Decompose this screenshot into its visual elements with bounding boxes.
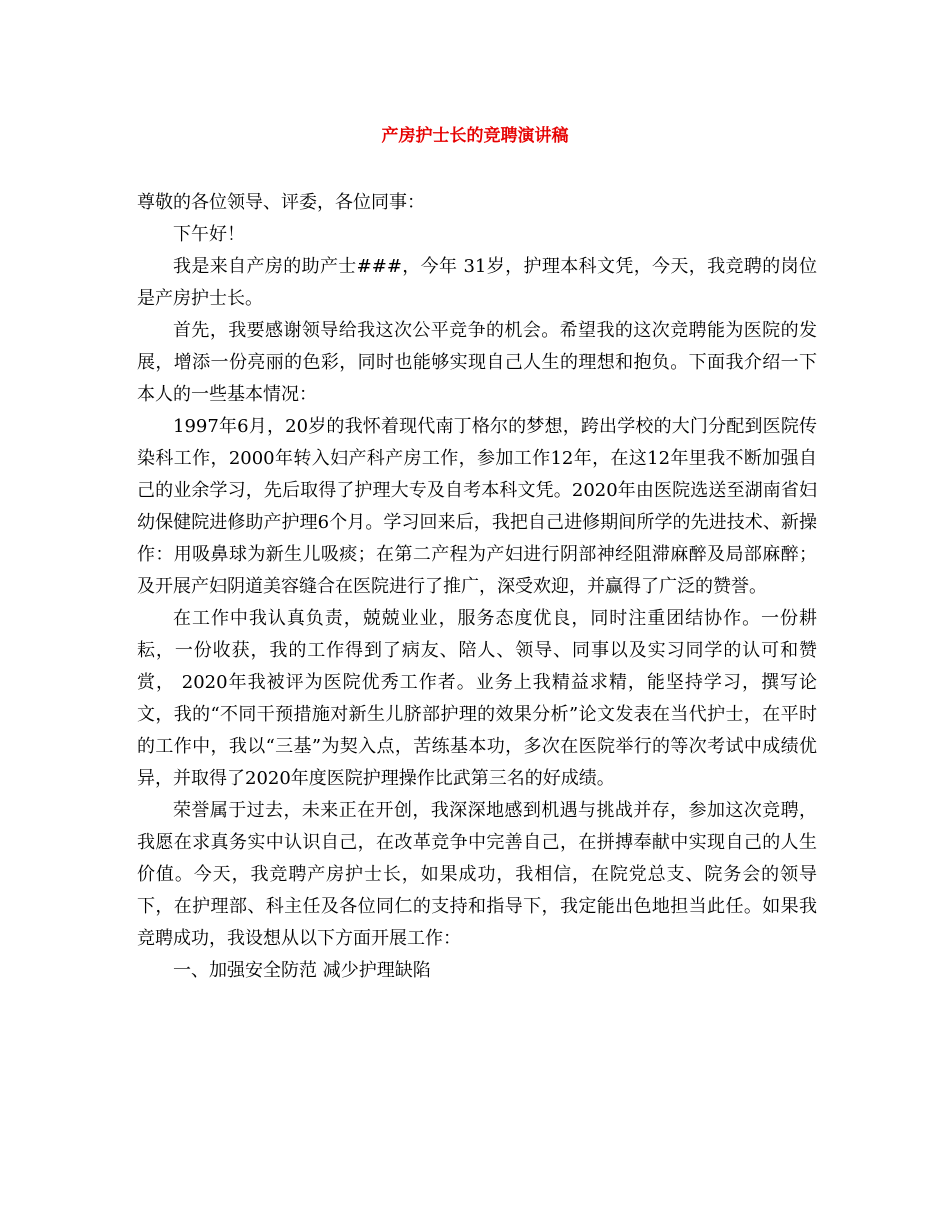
career-history-paragraph: 1997年6月，20岁的我怀着现代南丁格尔的梦想，跨出学校的大门分配到医院传染科工作，2000年转入妇产科产房工作，参加工作12年，在这12年里我不断加强自己的业余学习，先后取得了护理大专及自考本科文凭。2020年由医院选送至湖南省妇幼保健院进修助产护理6个月。学习回来后，我把自己进修期间所学的先进技术、新操作：用吸鼻球为新生儿吸痰；在第二产程为产妇进行阴部神经阻滞麻醉及局部麻醉；及开展产妇阴道美容缝合在医院进行了推广，深受欢迎，并赢得了广泛的赞誉。 xyxy=(137,416,817,597)
self-introduction-paragraph: 我是来自产房的助产士###，今年 31岁，护理本科文凭，今天，我竞聘的岗位是产房护士长。 xyxy=(137,256,817,309)
section-heading-one: 一、加强安全防范 减少护理缺陷 xyxy=(173,960,431,981)
document-body xyxy=(137,187,817,987)
greeting-paragraph: 下午好！ xyxy=(173,224,245,245)
future-vision-paragraph: 荣誉属于过去，未来正在开创，我深深地感到机遇与挑战并存，参加这次竞聘，我愿在求真务实中认识自己，在改革竞争中完善自己，在拼搏奉献中实现自己的人生价值。今天，我竞聘产房护士长，如果成功，我相信，在院党总支、院务会的领导下，在护理部、科主任及各位同仁的支持和指导下，我定能出色地担当此任。如果我竞聘成功，我设想从以下方面开展工作： xyxy=(137,800,817,949)
gratitude-paragraph: 首先，我要感谢领导给我这次公平竞争的机会。希望我的这次竞聘能为医院的发展，增添一份亮丽的色彩，同时也能够实现自己人生的理想和抱负。下面我介绍一下本人的一些基本情况： xyxy=(137,320,817,405)
document-title: 产房护士长的竞聘演讲稿 xyxy=(381,126,569,146)
salutation: 尊敬的各位领导、评委，各位同事： xyxy=(137,192,425,213)
work-achievements-paragraph: 在工作中我认真负责，兢兢业业，服务态度优良，同时注重团结协作。一份耕耘，一份收获，我的工作得到了病友、陪人、领导、同事以及实习同学的认可和赞赏， 2020年我被评为医院优秀工作者。业务上我精益求精，能坚持学习，撰写论文，我的“不同干预措施对新生儿脐部护理的效果分析”论文发表在当代护士，在平时的工作中，我以“三基”为契入点，苦练基本功，多次在医院举行的等次考试中成绩优异，并取得了2020年度医院护理操作比武第三名的好成绩。 xyxy=(137,608,817,789)
